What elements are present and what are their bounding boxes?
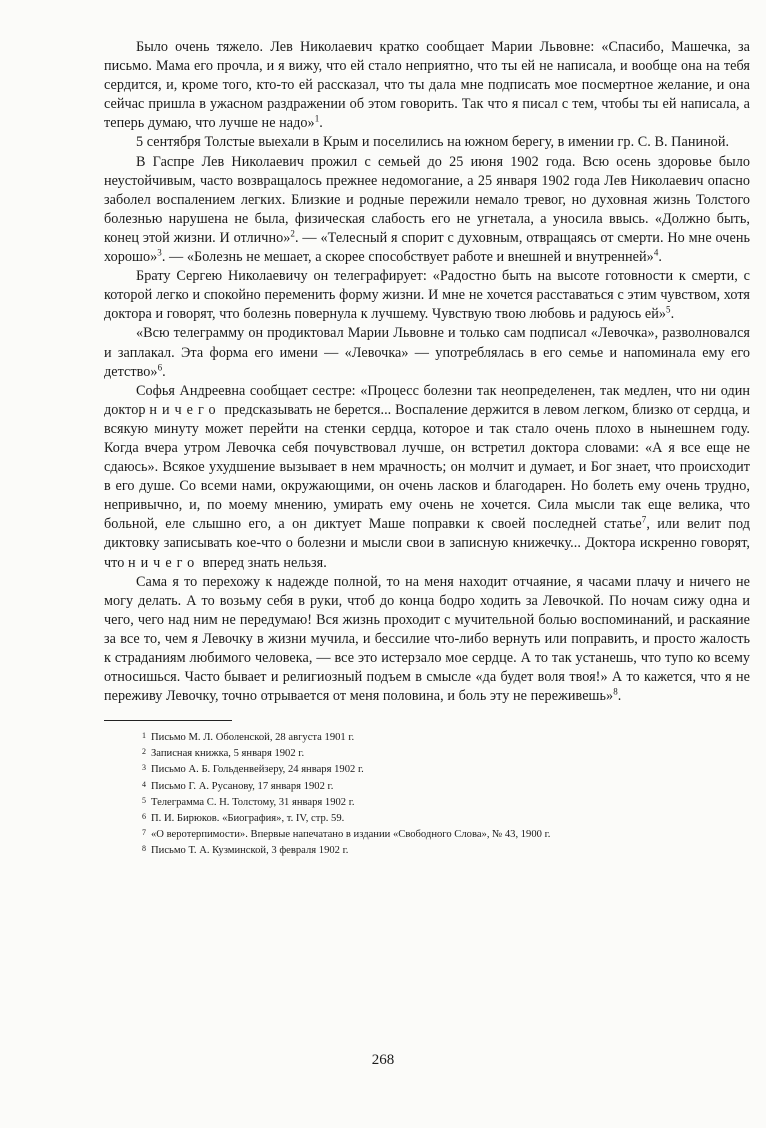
footnote-number: 6 (142, 811, 146, 821)
text-run: . (658, 249, 662, 266)
text-run: . (617, 688, 622, 705)
footnote-number: 2 (142, 747, 146, 757)
paragraph (104, 38, 750, 133)
paragraph (104, 267, 750, 324)
text-run: «Всю телеграмму он продиктовал Марии Львовне и только сам подписал «Левочка», разволновался и заплакал. Эта форма его имени — «Левочка» — употреблялась в его семье и напоминала ему его детство» (104, 325, 750, 380)
footnote (134, 745, 750, 761)
footnote-ref: 8 (613, 686, 618, 697)
text-run: Сама я то перехожу к надежде полной, то на меня находит отчаяние, я часами плачу и ничего не могу делать. А то возьму себя в руки, чтоб до конца бодро ходить за Левочкой. По ночам сижу одна и чего, чего над ним не передумаю! Вся жизнь проходит с мучительной болью воспоминаний, и раскаяние за все то, чем я Левочку в жизни мучила, и бессилие что-либо вернуть или поправить, и просто жалость к страданиям любимого человека, — все это истерзало мое сердце. А то так устанешь, что тупо ко всему относишься. Часто бывает и религиозный подъем в смысле «да будет воля твоя!» А то кажется, что я не переживу Левочку, точно отрывается от меня половина, и боль эту не переживешь» (104, 573, 750, 705)
page (104, 38, 750, 858)
footnote-text: «О веротерпимости». Впервые напечатано в издании «Свободного Слова», № 43, 1900 г. (151, 828, 551, 840)
footnote-number: 1 (142, 731, 146, 741)
footnote-ref: 2 (290, 228, 295, 239)
paragraph (104, 382, 750, 573)
text-run: Брату Сергею Николаевичу он телеграфирует: «Радостно быть на высоте готовности к смерти, с которой легко и спокойно переменить форму жизни. И мне не хочется расставаться с этим чувством, хотя доктора и говорят, что болезнь повернула к лучшему. Чувствую твою любовь и радуюсь ей» (104, 268, 750, 323)
paragraph (104, 133, 750, 152)
footnote-text: Телеграмма С. Н. Толстому, 31 января 1902 г. (151, 796, 355, 808)
spaced-emphasis: ничего (128, 554, 200, 571)
footnote-text: Письмо А. Б. Гольденвейзеру, 24 января 1902 г. (151, 764, 364, 776)
body-text (104, 38, 750, 706)
footnote-number: 8 (142, 843, 146, 853)
footnote-text: П. И. Бирюков. «Биография», т. IV, стр. 59. (151, 812, 345, 824)
footnote-ref: 5 (666, 304, 671, 315)
text-run: . (162, 363, 166, 380)
spaced-emphasis: ничего (149, 401, 221, 418)
footnote-ref: 7 (641, 514, 647, 525)
paragraph (104, 324, 750, 381)
text-run: Софья Андреевна сообщает сестре: «Процесс болезни так неопределенен, так медлен, что ни один доктор (104, 382, 750, 418)
text-run: Было очень тяжело. Лев Николаевич кратко сообщает Марии Львовне: «Спасибо, Машечка, за письмо. Мама его прочла, и я вижу, что ей стало неприятно, что ты ей не написала, и вообще она на тебя сердится, и, кроме того, кто-то ей рассказал, что ты дала мне подписать мое посмертное желание, и она сейчас пришла в ужасном раздражении об этом говорить. Так что я писал с тем, чтобы ты ей написала, а теперь думаю, что лучше не надо» (104, 39, 750, 132)
footnote-ref: 3 (157, 247, 162, 258)
footnote (134, 826, 750, 842)
text-run: . (670, 306, 675, 323)
text-run: . — «Болезнь не мешает, а скорее способствует работе и внешней и внутренней» (161, 249, 654, 266)
footnote-ref: 4 (653, 247, 659, 258)
text-run: В Гаспре Лев Николаевич прожил с семьей до 25 июня 1902 года. Всю осень здоровье было неустойчивым, часто возвращалось прежнее недомогание, а 25 января 1902 года Лев Николаевич опасно заболел воспалением легких. Близкие и родные пережили немало тревог, но духовная жизнь Толстого болезнью нарушена не была, физическая слабость его не угнетала, а уносила ввысь. «Должно быть, конец этой жизни. И отлично» (104, 153, 750, 246)
footnote-text: Записная книжка, 5 января 1902 г. (151, 748, 305, 760)
footnote-text: Письмо Г. А. Русанову, 17 января 1902 г. (151, 780, 334, 792)
footnote-number: 7 (142, 827, 146, 837)
footnote-ref: 6 (157, 361, 163, 372)
text-run: 5 сентября Толстые выехали в Крым и поселились на южном берегу, в имении гр. С. В. Паниной. (136, 134, 730, 151)
footnote (134, 794, 750, 810)
paragraph (104, 153, 750, 268)
footnote-number: 3 (142, 763, 146, 773)
footnote-number: 5 (142, 795, 146, 805)
footnote (134, 842, 750, 858)
footnote-ref: 1 (314, 113, 320, 124)
page-number: 268 (371, 1052, 395, 1068)
footnote-divider (104, 720, 232, 721)
paragraph (104, 573, 750, 707)
footnotes (134, 729, 750, 858)
text-run: . — «Телесный я спорит с духовным, отвращаясь от смерти. Но мне очень хорошо» (104, 229, 750, 266)
footnote (134, 729, 750, 745)
footnote-text: Письмо М. Л. Оболенской, 28 августа 1901 г. (151, 732, 355, 744)
footnote (134, 761, 750, 777)
footnote (134, 810, 750, 826)
text-run: вперед знать нельзя. (199, 554, 327, 571)
footnote (134, 778, 750, 794)
footnote-number: 4 (142, 779, 146, 789)
footnote-text: Письмо Т. А. Кузминской, 3 февраля 1902 г. (151, 844, 349, 856)
text-run: , или велит под диктовку записывать кое-что о болезни и мысли свои в записную книжечку... Доктора искренно говорят, что (104, 516, 751, 571)
text-run: предсказывать не берется... Воспаление держится в левом легком, близко от сердца, и всякую минуту может перейти на стенки сердца, которое и так стало очень плохо в нынешнем году. Когда вчера утром Левочка себя почувствовал лучше, он встретил доктора словами: «А я все еще не сдаюсь». Всякое ухудшение вызывает в нем мрачность; он молчит и думает, и Бог знает, что происходит в его душе. Со всеми нами, окружающими, он очень ласков и благодарен. Но болеть ему очень трудно, непривычно, и, по моему мнению, умирать ему очень не хочется. Сила мысли так еще велика, что больной, еле слышно его, а он диктует Маше поправки к своей последней статье (104, 401, 750, 533)
text-run: . (319, 115, 323, 132)
